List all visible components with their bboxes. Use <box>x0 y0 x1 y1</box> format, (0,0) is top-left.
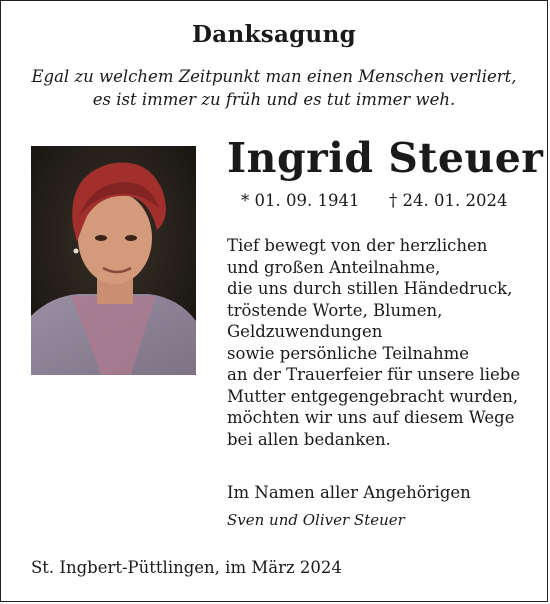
quote-line: es ist immer zu früh und es tut immer weh. <box>92 90 456 109</box>
message-line: die uns durch stillen Händedruck, <box>227 279 513 298</box>
message-line: Mutter entgegengebracht wurden, <box>227 386 519 406</box>
message-line: und großen Anteilnahme, <box>227 257 441 277</box>
message-line: Geldzuwendungen <box>227 322 383 341</box>
memorial-quote <box>1 65 547 111</box>
family-intro: Im Namen aller Angehörigen <box>227 483 471 502</box>
birth-date: * 01. 09. 1941 <box>241 191 360 210</box>
thank-you-message <box>227 235 527 450</box>
message-line: bei allen bedanken. <box>227 429 391 449</box>
place-and-date: St. Ingbert-Püttlingen, im März 2024 <box>31 558 342 577</box>
message-line: tröstende Worte, Blumen, <box>227 300 443 320</box>
message-line: Tief bewegt von der herzlichen <box>227 236 488 255</box>
family-names: Sven und Oliver Steuer <box>227 511 405 529</box>
deceased-name: Ingrid Steuer <box>227 134 544 182</box>
notice-heading: Danksagung <box>192 21 356 48</box>
quote-line: Egal zu welchem Zeitpunkt man einen Menschen verliert, <box>31 67 517 86</box>
message-line: sowie persönliche Teilnahme <box>227 343 470 363</box>
life-dates <box>241 191 508 210</box>
message-line: an der Trauerfeier für unsere liebe <box>227 365 521 384</box>
death-date: † 24. 01. 2024 <box>389 191 508 210</box>
message-line: möchten wir uns auf diesem Wege <box>227 408 515 427</box>
portrait-photo <box>31 146 196 375</box>
